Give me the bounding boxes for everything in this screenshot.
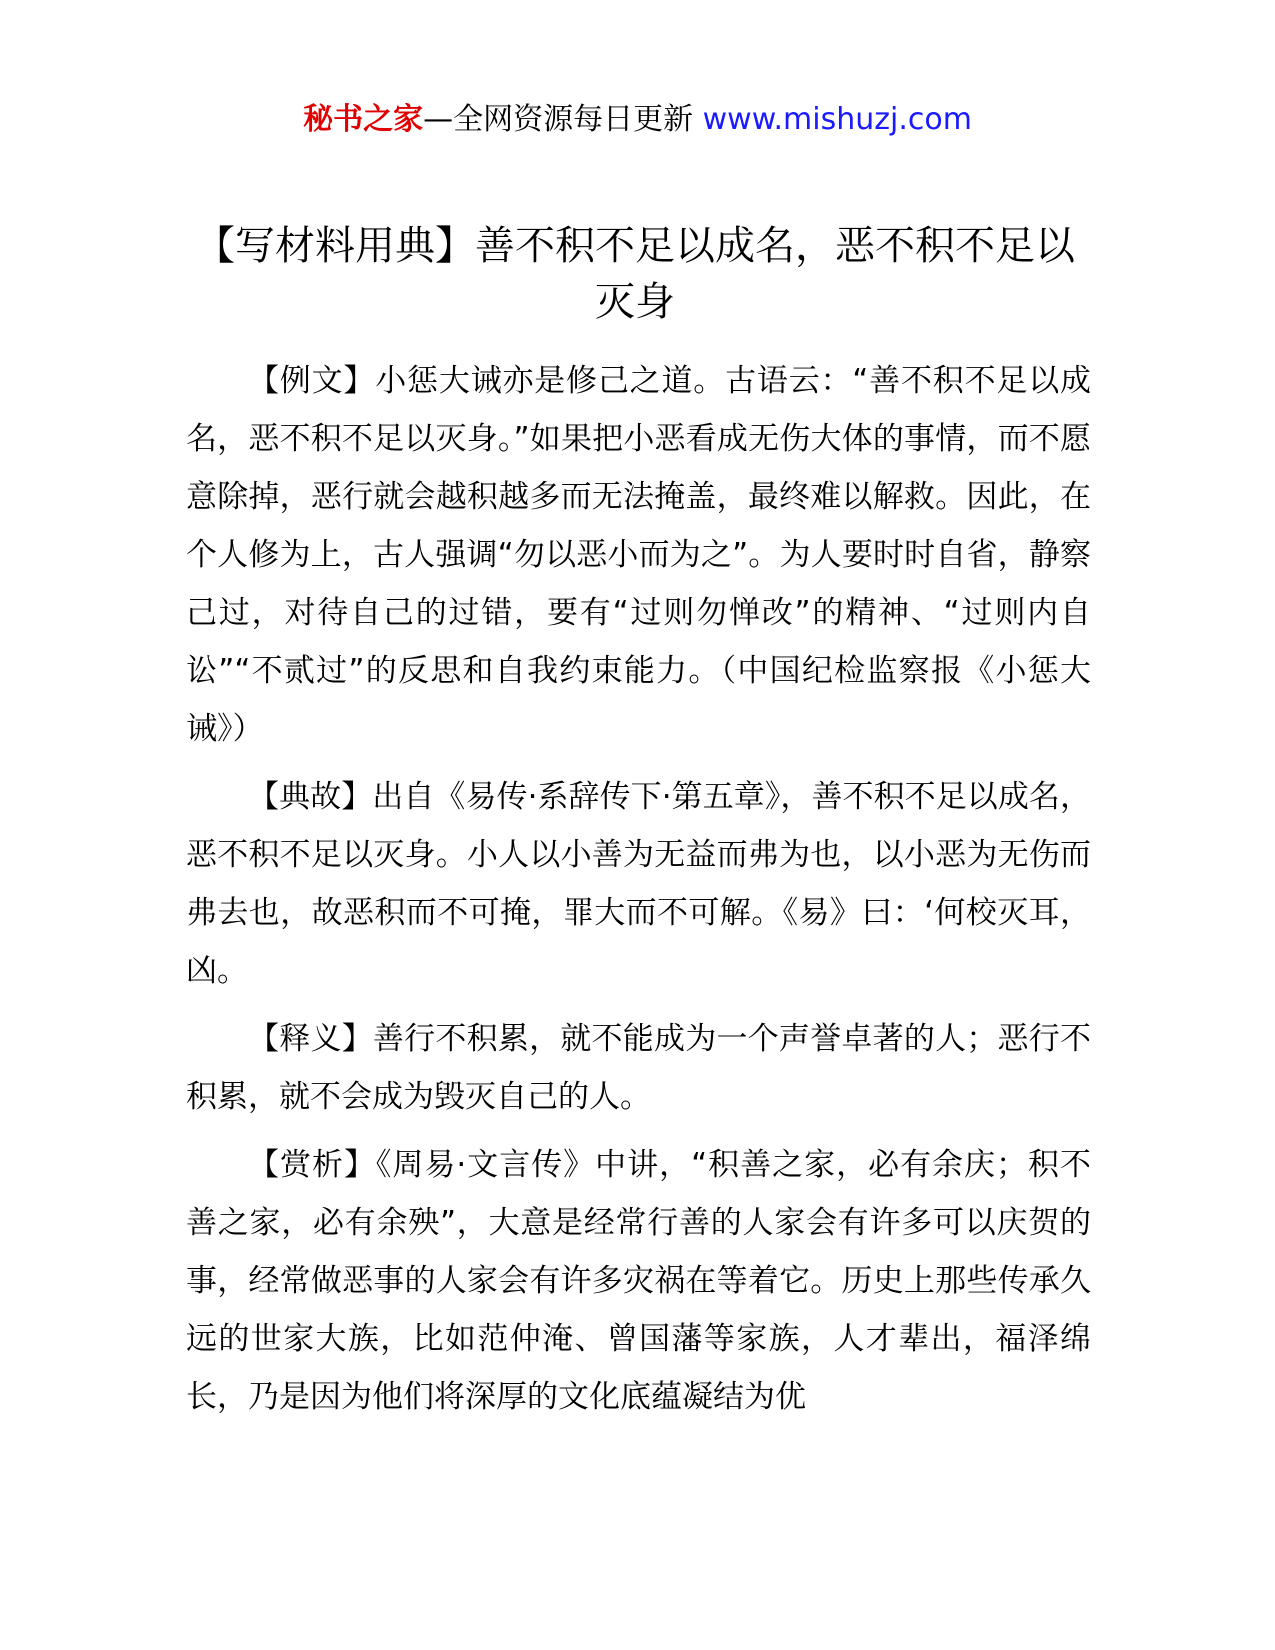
paragraph-example: 【例文】小惩大诫亦是修己之道。古语云：“善不积不足以成名，恶不积不足以灭身。”如果把小恶看成无伤大体的事情，而不愿意除掉，恶行就会越积越多而无法掩盖，最终难以解救。因此，在个人修为上，古人强调“勿以恶小而为之”。为人要时时自省，静察己过，对待自己的过错，要有“过则勿惮改”的精神、“过则内自讼”“不贰过”的反思和自我约束能力。（中国纪检监察报《小惩大诫》） [186,363,1091,747]
site-header [0,98,1275,142]
document-body [186,352,1091,1436]
site-brand: 秘书之家 [303,102,424,137]
paragraph-allusion: 【典故】出自《易传·系辞传下·第五章》，善不积不足以成名，恶不积不足以灭身。小人以小善为无益而弗为也，以小恶为无伤而弗去也，故恶积而不可掩，罪大而不可解。《易》曰：‘何校灭耳，凶。 [186,779,1091,989]
paragraph-appreciation: 【赏析】《周易·文言传》中讲，“积善之家，必有余庆；积不善之家，必有余殃”，大意是经常行善的人家会有许多可以庆贺的事，经常做恶事的人家会有许多灾祸在等着它。历史上那些传承久远的世家大族，比如范仲淹、曾国藩等家族，人才辈出，福泽绵长，乃是因为他们将深厚的文化底蕴凝结为优 [186,1147,1091,1415]
document-title: 【写材料用典】善不积不足以成名，恶不积不足以灭身 [195,223,1075,325]
header-tagline: —全网资源每日更新 [423,102,703,137]
site-url-link[interactable]: www.mishuzj.com [702,102,972,137]
paragraph-explanation: 【释义】善行不积累，就不能成为一个声誉卓著的人；恶行不积累，就不会成为毁灭自己的人。 [186,1021,1091,1115]
